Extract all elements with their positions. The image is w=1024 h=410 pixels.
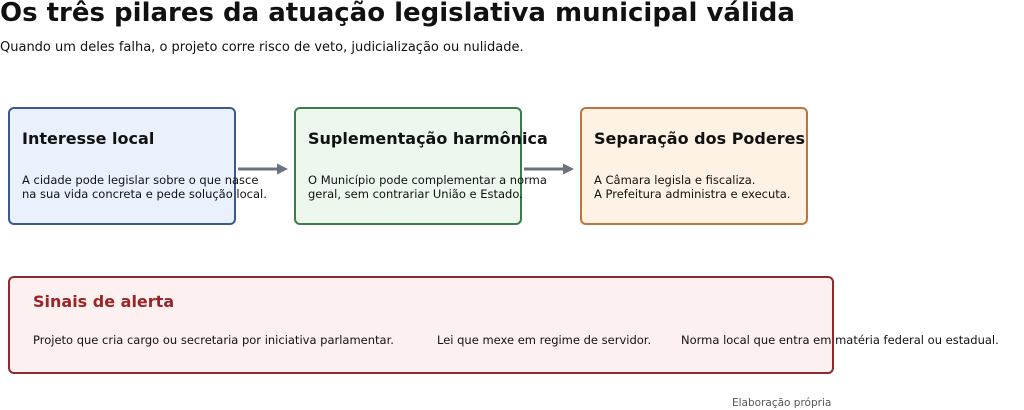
- alert-title: Sinais de alerta: [33, 292, 175, 311]
- alert-item-cargo: Projeto que cria cargo ou secretaria por iniciativa parlamentar.: [33, 333, 394, 347]
- page-subtitle: Quando um deles falha, o projeto corre risco de veto, judicialização ou nulidade.: [0, 40, 524, 55]
- page-title: Os três pilares da atuação legislativa municipal válida: [0, 0, 795, 28]
- pillar-interesse-local: [8, 107, 267, 225]
- pillar-text: A cidade pode legislar sobre o que nasce na sua vida concreta e pede solução local.: [22, 173, 267, 201]
- alert-item-servidor: Lei que mexe em regime de servidor.: [437, 333, 652, 347]
- pillar-text: A Câmara legisla e fiscaliza. A Prefeitura administra e executa.: [594, 173, 791, 201]
- alert-box: [8, 276, 834, 374]
- pillar-title: Interesse local: [22, 129, 155, 148]
- source-note: Elaboração própria: [732, 397, 832, 409]
- alert-item-materia: Norma local que entra em matéria federal ou estadual.: [681, 333, 999, 347]
- pillar-suplementacao: [294, 107, 548, 225]
- pillar-title: Separação dos Poderes: [594, 129, 805, 148]
- pillar-separacao-poderes: [580, 107, 808, 225]
- pillar-text: O Município pode complementar a norma geral, sem contrariar União e Estado.: [308, 173, 547, 201]
- pillar-title: Suplementação harmônica: [308, 129, 548, 148]
